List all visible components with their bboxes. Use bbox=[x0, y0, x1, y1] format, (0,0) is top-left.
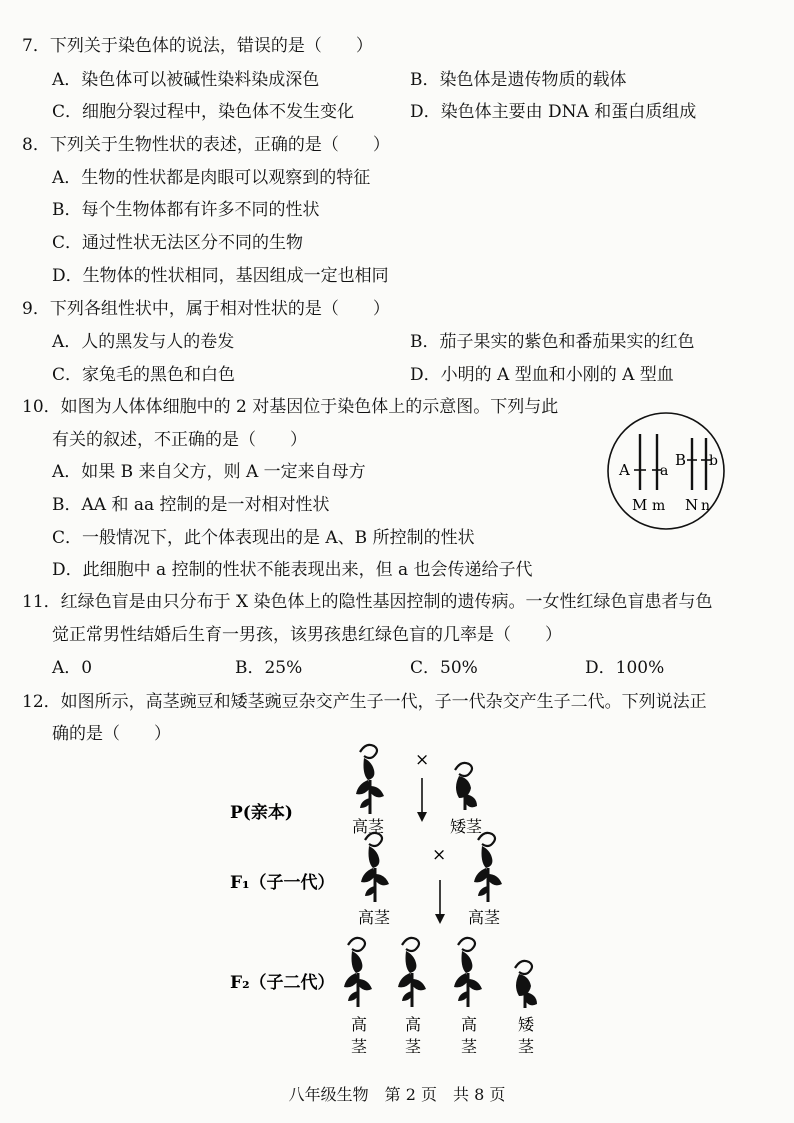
q10-option-b: B．AA 和 aa 控制的是一对相对性状 bbox=[52, 495, 330, 515]
label-chrom-m: m bbox=[652, 498, 666, 514]
q9-option-b: B．茄子果实的紫色和番茄果实的红色 bbox=[410, 332, 695, 352]
q10-stem-line1: 10．如图为人体体细胞中的 2 对基因位于染色体上的示意图。下列与此 bbox=[22, 397, 559, 417]
tall-pea-plant-f2-3 bbox=[454, 938, 482, 1007]
q7-option-c: C．细胞分裂过程中，染色体不发生变化 bbox=[52, 102, 355, 122]
row-label-f1: F₁（子一代） bbox=[230, 873, 335, 893]
q12-stem-line1: 12．如图所示，高茎豌豆和矮茎豌豆杂交产生子一代，子一代杂交产生子二代。下列说法正 bbox=[22, 692, 707, 712]
label-tall-f1-right: 高茎 bbox=[468, 908, 501, 927]
tall-pea-plant-f2-1 bbox=[344, 938, 372, 1007]
label-f2-2-a: 高 bbox=[405, 1015, 422, 1034]
tall-pea-plant-f1-left bbox=[361, 833, 389, 902]
label-tall-f1-left: 高茎 bbox=[358, 908, 391, 927]
label-chrom-n: n bbox=[701, 498, 711, 514]
q8-stem: 8．下列关于生物性状的表述，正确的是（ ） bbox=[22, 135, 390, 155]
label-f2-2-b: 茎 bbox=[405, 1037, 422, 1056]
tall-pea-plant-f2-2 bbox=[398, 938, 426, 1007]
pea-cross-diagram bbox=[210, 740, 560, 1070]
label-f2-1-b: 茎 bbox=[351, 1037, 368, 1056]
label-short-p: 矮茎 bbox=[450, 817, 483, 836]
label-tall-p: 高茎 bbox=[352, 817, 385, 836]
label-gene-b: b bbox=[709, 453, 718, 469]
q12-stem-line2: 确的是（ ） bbox=[52, 724, 171, 744]
q10-option-d: D．此细胞中 a 控制的性状不能表现出来，但 a 也会传递给子代 bbox=[52, 560, 533, 580]
cross-symbol-p: × bbox=[415, 750, 430, 770]
arrow-head-p bbox=[417, 812, 427, 822]
q10-option-a: A．如果 B 来自父方，则 A 一定来自母方 bbox=[52, 462, 366, 482]
label-f2-4-b: 茎 bbox=[518, 1037, 535, 1056]
q8-option-b: B．每个生物体都有许多不同的性状 bbox=[52, 200, 320, 220]
label-f2-4-a: 矮 bbox=[518, 1015, 535, 1034]
short-pea-plant-f2 bbox=[515, 961, 537, 1008]
cross-symbol-f1: × bbox=[432, 845, 447, 865]
label-gene-A: A bbox=[619, 461, 630, 479]
arrow-head-f1 bbox=[435, 914, 445, 924]
q9-option-c: C．家兔毛的黑色和白色 bbox=[52, 365, 236, 385]
row-label-f2: F₂（子二代） bbox=[230, 973, 335, 993]
page-footer: 八年级生物 第 2 页 共 8 页 bbox=[288, 1085, 506, 1104]
label-f2-3-b: 茎 bbox=[461, 1037, 478, 1056]
label-f2-1-a: 高 bbox=[351, 1015, 368, 1034]
tall-pea-plant-p bbox=[356, 745, 384, 814]
tall-pea-plant-f1-right bbox=[474, 833, 502, 902]
q7-stem: 7．下列关于染色体的说法，错误的是（ ） bbox=[22, 36, 373, 56]
label-gene-B: B bbox=[675, 451, 687, 469]
q9-stem: 9．下列各组性状中，属于相对性状的是（ ） bbox=[22, 299, 390, 319]
label-f2-3-a: 高 bbox=[461, 1015, 478, 1034]
q7-option-b: B．染色体是遗传物质的载体 bbox=[410, 70, 627, 90]
q8-option-d: D．生物体的性状相同，基因组成一定也相同 bbox=[52, 266, 389, 286]
row-label-p: P(亲本) bbox=[230, 803, 293, 823]
short-pea-plant-p bbox=[455, 763, 477, 810]
q10-option-c: C．一般情况下，此个体表现出的是 A、B 所控制的性状 bbox=[52, 528, 475, 548]
q11-stem-line1: 11．红绿色盲是由只分布于 X 染色体上的隐性基因控制的遗传病。一女性红绿色盲患者与色 bbox=[22, 592, 713, 612]
q11-option-d: D．100% bbox=[585, 658, 665, 678]
q11-stem-line2: 觉正常男性结婚后生育一男孩，该男孩患红绿色盲的几率是（ ） bbox=[52, 625, 562, 645]
label-gene-a: a bbox=[660, 463, 669, 479]
q8-option-c: C．通过性状无法区分不同的生物 bbox=[52, 233, 304, 253]
q11-option-b: B．25% bbox=[235, 658, 303, 678]
label-chrom-N: N bbox=[685, 496, 699, 514]
label-chrom-M: M bbox=[632, 496, 648, 514]
q9-option-a: A．人的黑发与人的卷发 bbox=[52, 332, 235, 352]
q8-option-a: A．生物的性状都是肉眼可以观察到的特征 bbox=[52, 168, 371, 188]
q11-option-c: C．50% bbox=[410, 658, 478, 678]
q7-option-d: D．染色体主要由 DNA 和蛋白质组成 bbox=[410, 102, 697, 122]
q11-option-a: A．0 bbox=[52, 658, 93, 678]
q7-option-a: A．染色体可以被碱性染料染成深色 bbox=[52, 70, 320, 90]
chromosome-diagram bbox=[605, 410, 727, 532]
q9-option-d: D．小明的 A 型血和小刚的 A 型血 bbox=[410, 365, 674, 385]
q10-stem-line2: 有关的叙述，不正确的是（ ） bbox=[52, 430, 307, 450]
